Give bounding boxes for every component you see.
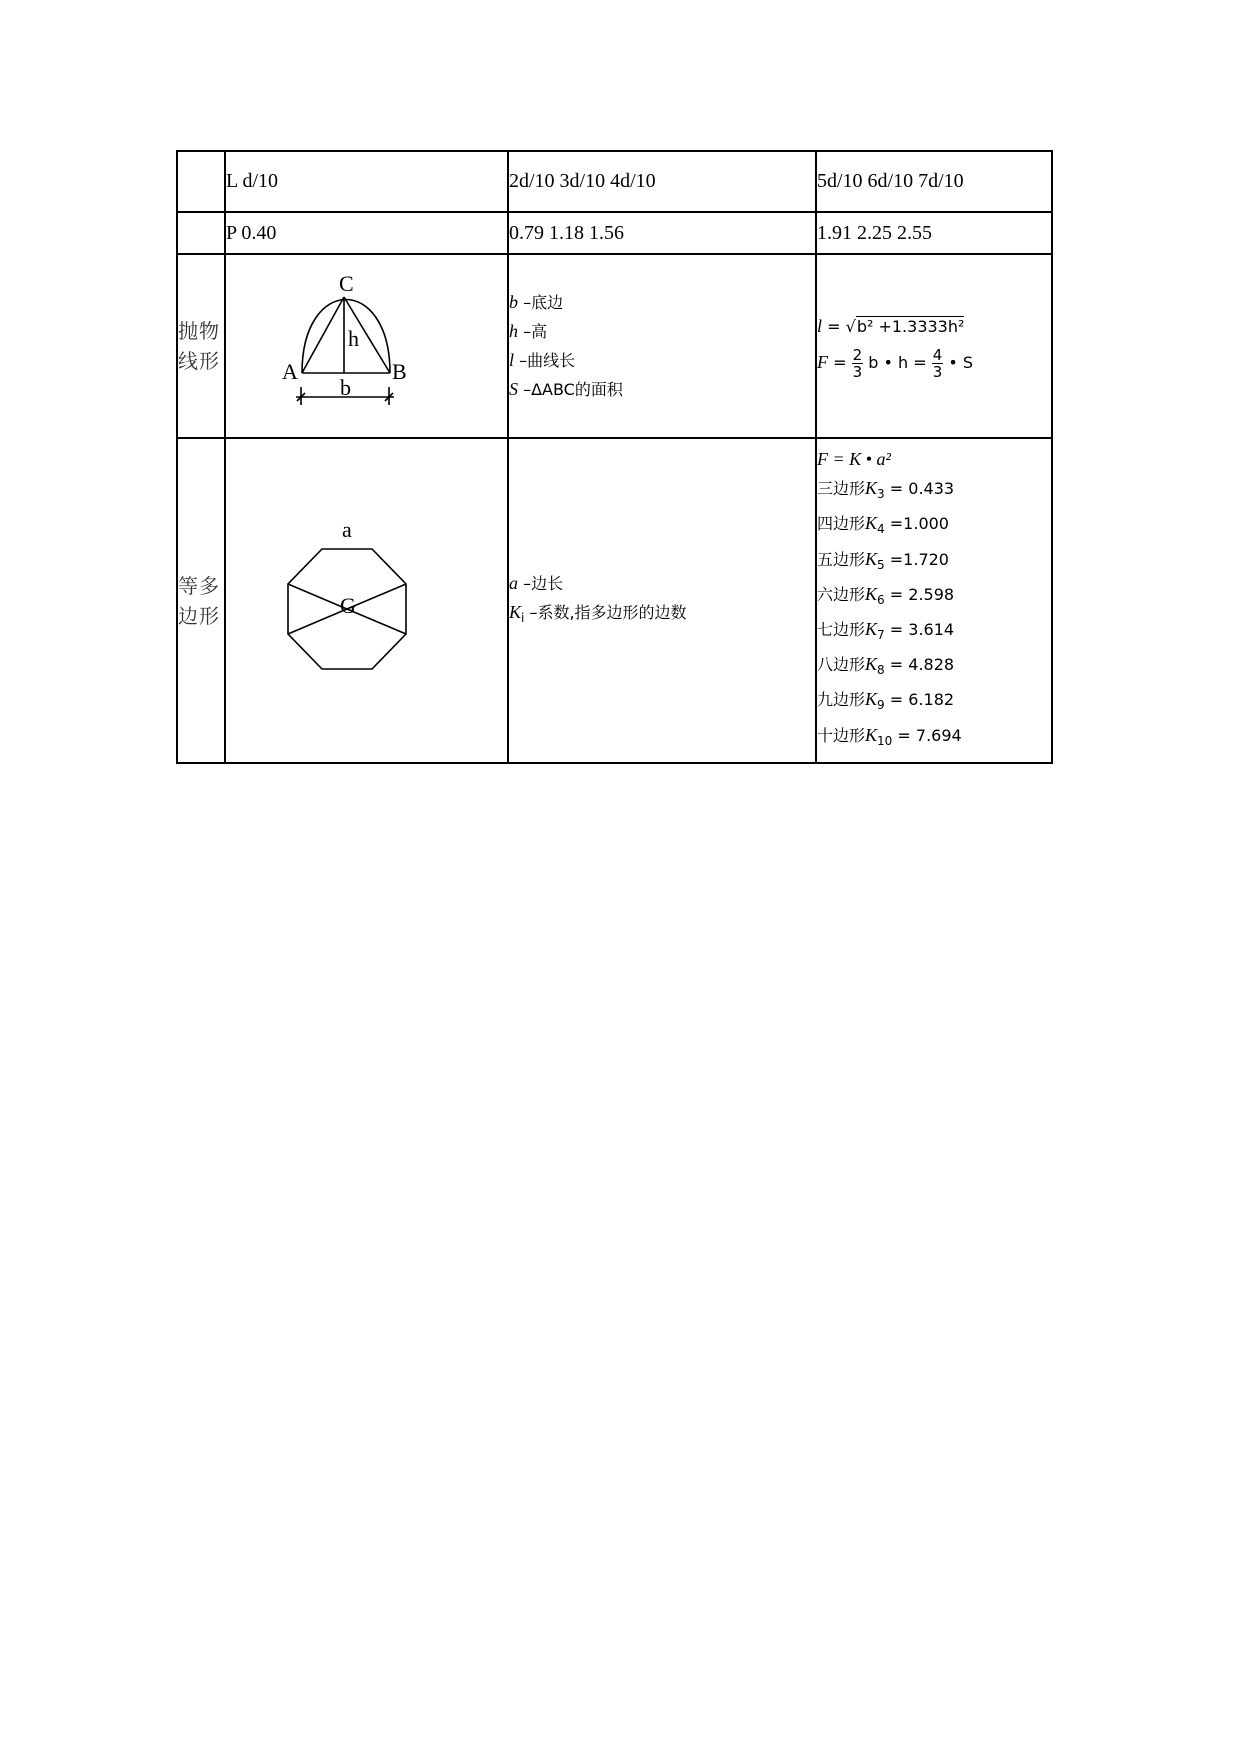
label-g-center: G bbox=[340, 593, 356, 618]
table-row bbox=[177, 151, 1052, 212]
k-coefficient-item: 三边形$K_3 = 0.433$ bbox=[817, 478, 955, 502]
octagon-figure bbox=[226, 439, 509, 757]
parabola-figure bbox=[226, 255, 509, 432]
label-a: A bbox=[282, 359, 298, 384]
geometry-table bbox=[176, 150, 1053, 764]
fraction: $\frac{2}{3}$ bbox=[852, 346, 863, 381]
k-coefficient-item: 十边形$K_{10} = 7.694$ bbox=[817, 724, 962, 748]
k-coefficient-item: 五边形$K_5 =1.720$ bbox=[817, 548, 949, 572]
row-p-label: P 0.40 bbox=[225, 212, 508, 254]
formula-area: F = $\frac{2}{3}$ b • h = $\frac{4}{3}$ • S bbox=[817, 346, 974, 381]
label-b-point: B bbox=[392, 359, 407, 384]
parabola-name-cell bbox=[177, 254, 225, 438]
polygon-name-cell bbox=[177, 438, 225, 763]
k-coefficient-item: 六边形$K_6 = 2.598$ bbox=[817, 583, 955, 607]
parabola-formulas bbox=[816, 254, 1052, 438]
def-item: h –高 bbox=[509, 321, 548, 341]
def-item: $K_i$ –系数,指多边形的边数 bbox=[509, 601, 687, 626]
polygon-name-line1: 等多 bbox=[178, 573, 220, 598]
k-coefficient-item: 七边形$K_7 = 3.614$ bbox=[817, 619, 955, 643]
parabola-definitions bbox=[508, 254, 816, 438]
row-p-values-a: 0.79 1.18 1.56 bbox=[508, 212, 816, 254]
k-coefficient-item: 四边形$K_4 =1.000$ bbox=[817, 513, 949, 537]
label-c: C bbox=[339, 271, 354, 296]
empty-cell bbox=[177, 212, 225, 254]
polygon-definitions bbox=[508, 438, 816, 763]
polygon-name-line2: 边形 bbox=[178, 603, 220, 628]
parabola-name-line1: 抛物 bbox=[178, 319, 220, 343]
k-coefficient-list bbox=[817, 474, 1051, 756]
label-a-side: a bbox=[342, 517, 352, 542]
polygon-formulas bbox=[816, 438, 1052, 763]
def-item: a –边长 bbox=[509, 572, 564, 593]
fraction: $\frac{4}{3}$ bbox=[932, 346, 943, 381]
def-item: l –曲线长 bbox=[509, 350, 576, 370]
label-h: h bbox=[348, 326, 359, 351]
formula-polygon-area: F = K • a² bbox=[817, 449, 891, 470]
table-row bbox=[177, 212, 1052, 254]
row-l-values-a: 2d/10 3d/10 4d/10 bbox=[508, 151, 816, 212]
parabola-name-line2: 线形 bbox=[178, 349, 220, 373]
row-l-label: L d/10 bbox=[225, 151, 508, 212]
table-row bbox=[177, 254, 1052, 438]
def-item: S –ΔABC的面积 bbox=[509, 379, 623, 399]
label-b-base: b bbox=[340, 375, 351, 400]
k-coefficient-item: 九边形$K_9 = 6.182$ bbox=[817, 689, 955, 713]
parabola-curve bbox=[302, 300, 390, 374]
polygon-figure-cell bbox=[225, 438, 508, 763]
row-l-values-b: 5d/10 6d/10 7d/10 bbox=[816, 151, 1052, 212]
parabola-figure-cell bbox=[225, 254, 508, 438]
k-coefficient-item: 八边形$K_8 = 4.828$ bbox=[817, 654, 955, 678]
def-item: b –底边 bbox=[509, 292, 564, 312]
table-row bbox=[177, 438, 1052, 763]
row-p-values-b: 1.91 2.25 2.55 bbox=[816, 212, 1052, 254]
empty-cell bbox=[177, 151, 225, 212]
formula-curve-length: l = √b² +1.3333h² bbox=[817, 316, 965, 336]
